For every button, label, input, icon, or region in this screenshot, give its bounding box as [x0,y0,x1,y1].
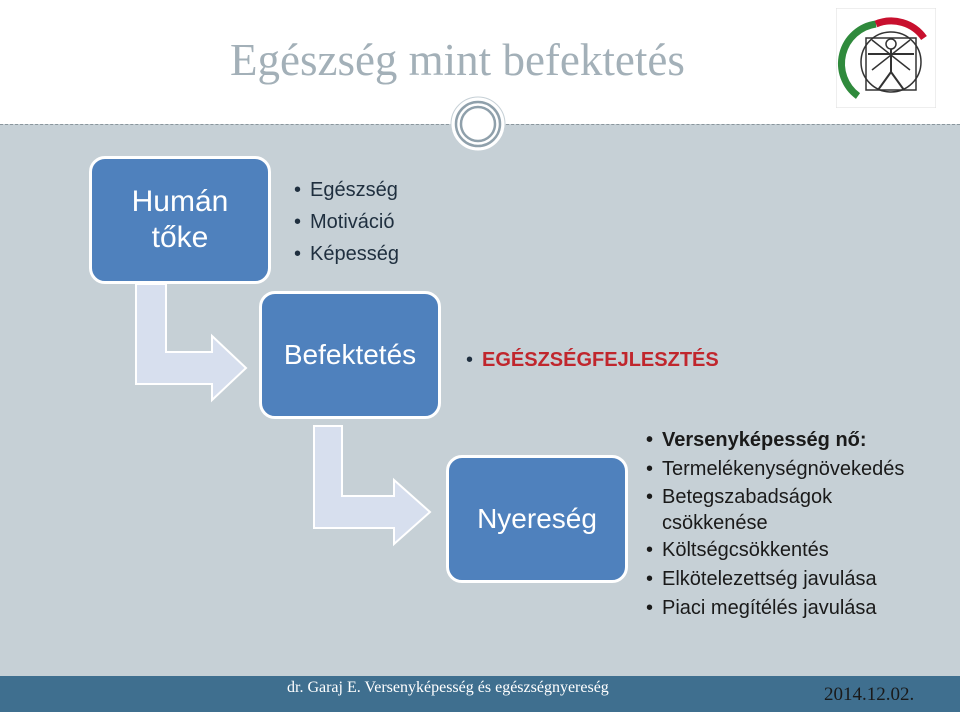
list-item: • Versenyképesség nő: [646,426,904,455]
slide-title: Egészség mint befektetés [230,35,685,85]
list-item: • Elkötelezettség javulása [646,565,904,594]
box-human-capital [89,156,271,284]
list-item: • Termelékenységnövekedés [646,455,904,484]
bent-arrow-2 [314,426,430,544]
list-item: • Egészség [294,174,399,206]
box-profit-label: Nyereség [477,503,597,534]
box-investment [259,291,441,419]
list-item: • EGÉSZSÉGFEJLESZTÉS [466,344,719,376]
list-item: • Költségcsökkentés [646,536,904,565]
box-human-capital-line-2: tőke [151,221,209,254]
footer-text: dr. Garaj E. Versenyképesség és egészségnyereség [287,679,609,696]
bent-arrow-1 [136,284,246,400]
box-investment-label: Befektetés [283,339,417,370]
list-investment [466,344,719,376]
list-human-capital [294,174,399,270]
list-item: • Betegszabadságok csökkenése [646,484,892,536]
list-profit [646,426,904,623]
footer-date: 2014.12.02. [824,684,915,705]
list-item: • Motiváció [294,206,399,238]
list-item: • Piaci megítélés javulása [646,594,904,623]
list-item: • Képesség [294,238,399,270]
box-human-capital-line-1: Humán [131,185,229,218]
box-profit [446,455,628,583]
